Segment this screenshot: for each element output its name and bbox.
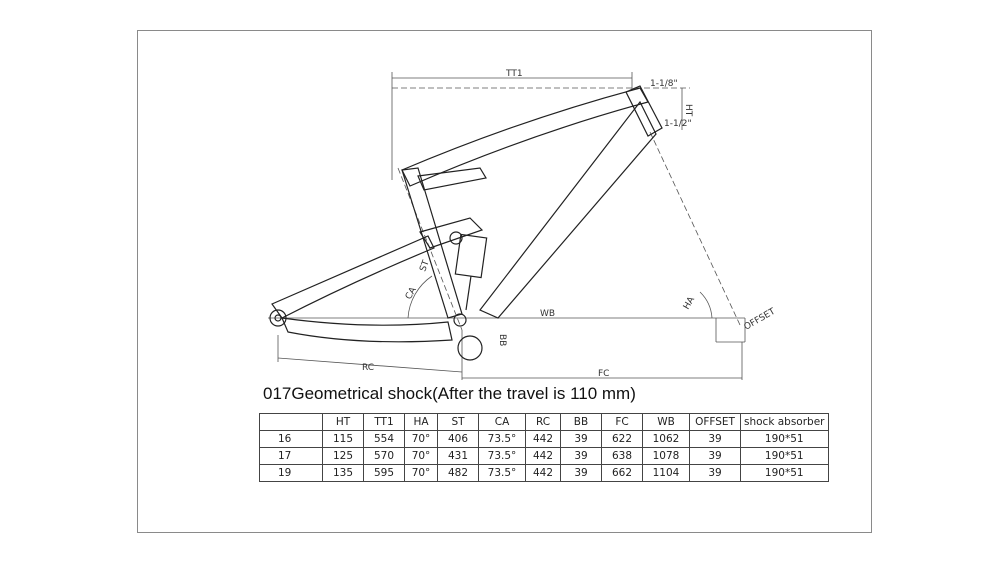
table-cell: 1078 (643, 448, 690, 465)
table-cell: 70° (405, 448, 438, 465)
frame-outline (270, 86, 662, 360)
table-cell: 482 (438, 465, 479, 482)
ht-label: HT (683, 104, 693, 117)
header-cell: BB (561, 414, 602, 431)
rc-label: RC (362, 363, 375, 373)
ha-label: HA (681, 295, 698, 312)
table-cell: 1104 (643, 465, 690, 482)
table-cell: 19 (260, 465, 323, 482)
table-cell: 73.5° (479, 448, 526, 465)
table-cell: 39 (561, 431, 602, 448)
table-cell: 39 (690, 465, 741, 482)
header-cell: ST (438, 414, 479, 431)
table-cell: 190*51 (741, 431, 829, 448)
table-cell: 16 (260, 431, 323, 448)
header-cell (260, 414, 323, 431)
table-cell: 431 (438, 448, 479, 465)
table-cell: 39 (561, 465, 602, 482)
geometry-caption: 017Geometrical shock(After the travel is 110 mm) (263, 384, 636, 403)
header-cell: RC (526, 414, 561, 431)
bb-label: BB (497, 334, 507, 347)
ha-angle-arc (700, 292, 712, 318)
table-cell: 570 (364, 448, 405, 465)
rocker-link (420, 218, 482, 248)
table-cell: 73.5° (479, 431, 526, 448)
header-cell: CA (479, 414, 526, 431)
table-cell: 125 (323, 448, 364, 465)
dim-bottom-label: 1-1/2" (664, 119, 692, 129)
table-cell: 39 (690, 431, 741, 448)
fc-label: FC (598, 369, 610, 379)
table-row (260, 448, 829, 465)
table-header-row (260, 414, 829, 431)
table-cell: 1062 (643, 431, 690, 448)
table-cell: 190*51 (741, 465, 829, 482)
table-cell: 442 (526, 431, 561, 448)
header-cell: HA (405, 414, 438, 431)
table-row (260, 465, 829, 482)
st-label: ST (418, 259, 432, 274)
table-cell: 442 (526, 465, 561, 482)
table-cell: 406 (438, 431, 479, 448)
table-cell: 442 (526, 448, 561, 465)
steering-axis-line (650, 132, 740, 325)
table-cell: 39 (690, 448, 741, 465)
table-cell: 622 (602, 431, 643, 448)
table-cell: 595 (364, 465, 405, 482)
offset-label: OFFSET (742, 306, 778, 333)
table-row (260, 431, 829, 448)
table-cell: 73.5° (479, 465, 526, 482)
table-cell: 70° (405, 431, 438, 448)
ca-label: CA (403, 285, 419, 302)
header-cell: WB (643, 414, 690, 431)
tt1-label: TT1 (506, 69, 523, 79)
table-cell: 662 (602, 465, 643, 482)
chain-stay (282, 318, 452, 342)
header-cell: TT1 (364, 414, 405, 431)
header-cell: OFFSET (690, 414, 741, 431)
table-cell: 190*51 (741, 448, 829, 465)
seat-stay (272, 236, 434, 318)
table-cell: 554 (364, 431, 405, 448)
table-cell: 135 (323, 465, 364, 482)
header-cell: shock absorber (741, 414, 829, 431)
table-cell: 70° (405, 465, 438, 482)
down-tube (480, 102, 656, 318)
upper-link (418, 168, 486, 190)
table-cell: 17 (260, 448, 323, 465)
seat-tube-axis (398, 168, 462, 330)
wb-label: WB (540, 309, 556, 319)
top-tube (402, 88, 648, 186)
dim-top-label: 1-1/8" (650, 79, 678, 89)
table-cell: 115 (323, 431, 364, 448)
geometry-table (259, 413, 829, 482)
table-cell: 638 (602, 448, 643, 465)
table-cell: 39 (561, 448, 602, 465)
rear-shock (455, 234, 486, 277)
header-cell: FC (602, 414, 643, 431)
header-cell: HT (323, 414, 364, 431)
